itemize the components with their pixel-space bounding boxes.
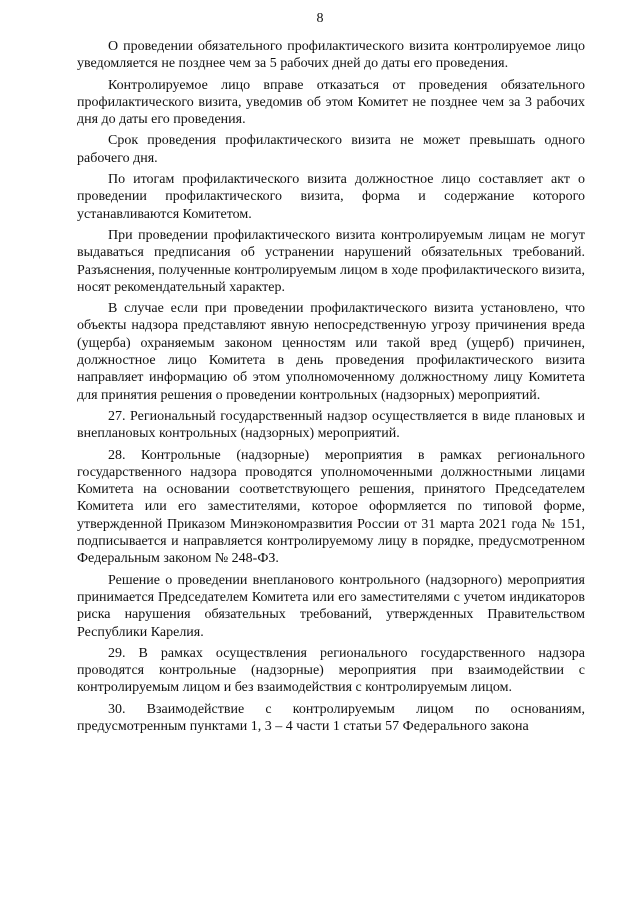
page-number: 8 (316, 11, 324, 26)
document-body (77, 38, 585, 739)
paragraph: Контролируемое лицо вправе отказаться от проведения обязательного профилактического визита, уведомив об этом Комитет не позднее чем за 3 рабочих дня до даты его проведения. (77, 77, 585, 128)
paragraph: При проведении профилактического визита контролируемым лицам не могут выдаваться предписания об устранении нарушений обязательных требований. Разъяснения, полученные контролируемым лицом в ходе профилактического визита, носят рекомендательный характер. (77, 227, 585, 295)
paragraph-item-29: 29. В рамках осуществления регионального государственного надзора проводятся контрольные (надзорные) мероприятия при взаимодействии с контролируемым лицом и без взаимодействия с контролируемым лицом. (77, 645, 585, 696)
paragraph: В случае если при проведении профилактического визита установлено, что объекты надзора представляют явную непосредственную угрозу причинения вреда (ущерба) охраняемым законом ценностям или такой вред (ущерб) причинен, должностное лицо Комитета в день проведения профилактического визита направляет информацию об этом уполномоченному должностному лицу Комитета для принятия решения о проведении контрольных (надзорных) мероприятий. (77, 301, 585, 403)
paragraph-item-27: 27. Региональный государственный надзор осуществляется в виде плановых и внеплановых контрольных (надзорных) мероприятий. (77, 408, 585, 442)
paragraph-item-28: 28. Контрольные (надзорные) мероприятия в рамках регионального государственного надзора проводятся уполномоченными должностными лицами Комитета на основании соответствующего решения, принятого Председателем Комитета или его заместителями, которое оформляется по типовой форме, утвержденной Приказом Минэкономразвития России от 31 марта 2021 года № 151, подписывается и направляется контролируемому лицу в порядке, предусмотренном Федеральным законом № 248-ФЗ. (77, 447, 585, 567)
paragraph-item-30: 30. Взаимодействие с контролируемым лицом по основаниям, предусмотренным пунктами 1, 3 – 4 части 1 статьи 57 Федерального закона (77, 701, 585, 734)
paragraph: Решение о проведении внепланового контрольного (надзорного) мероприятия принимается Председателем Комитета или его заместителями с учетом индикаторов риска нарушения обязательных требований, утвержденных Правительством Республики Карелия. (77, 572, 585, 640)
paragraph: По итогам профилактического визита должностное лицо составляет акт о проведении профилактического визита, форма и содержание которого устанавливаются Комитетом. (77, 172, 585, 222)
paragraph: О проведении обязательного профилактического визита контролируемое лицо уведомляется не позднее чем за 5 рабочих дней до даты его проведения. (77, 39, 585, 72)
paragraph: Срок проведения профилактического визита не может превышать одного рабочего дня. (77, 133, 585, 166)
